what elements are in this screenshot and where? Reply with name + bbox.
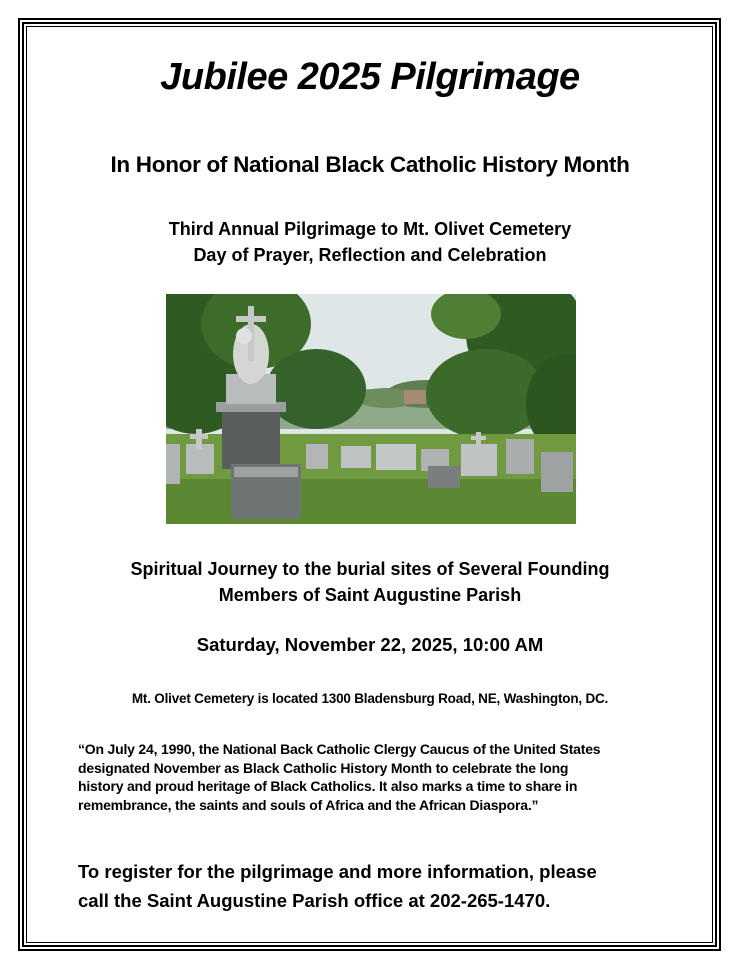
journey-line-2: Members of Saint Augustine Parish (218, 585, 522, 605)
pilgrimage-description (0, 216, 740, 268)
cemetery-photo (166, 294, 576, 524)
cemetery-illustration (166, 294, 576, 524)
annual-line-2: Day of Prayer, Reflection and Celebration (193, 245, 547, 265)
flyer-subtitle: In Honor of National Black Catholic History Month (110, 152, 630, 177)
quote-line-4: remembrance, the saints and souls of Africa and the African Diaspora.” (78, 796, 539, 813)
flyer-title: Jubilee 2025 Pilgrimage (160, 56, 580, 98)
quote-line-1: “On July 24, 1990, the National Back Catholic Clergy Caucus of the United States (78, 741, 601, 757)
journey-line-1: Spiritual Journey to the burial sites of Several Founding (130, 559, 610, 579)
annual-line-1: Third Annual Pilgrimage to Mt. Olivet Cemetery (168, 219, 572, 239)
register-line-1: To register for the pilgrimage and more information, please (78, 861, 597, 882)
event-location: Mt. Olivet Cemetery is located 1300 Bladensburg Road, NE, Washington, DC. (131, 691, 609, 706)
registration-info (78, 857, 698, 915)
register-line-2: call the Saint Augustine Parish office at 202-265-1470. (78, 890, 551, 911)
quote-line-2: designated November as Black Catholic History Month to celebrate the long (78, 759, 569, 776)
event-date: Saturday, November 22, 2025, 10:00 AM (196, 634, 544, 655)
quote-line-3: history and proud heritage of Black Catholics. It also marks a time to share in (78, 778, 578, 794)
history-quote (78, 740, 678, 814)
journey-description (0, 556, 740, 608)
